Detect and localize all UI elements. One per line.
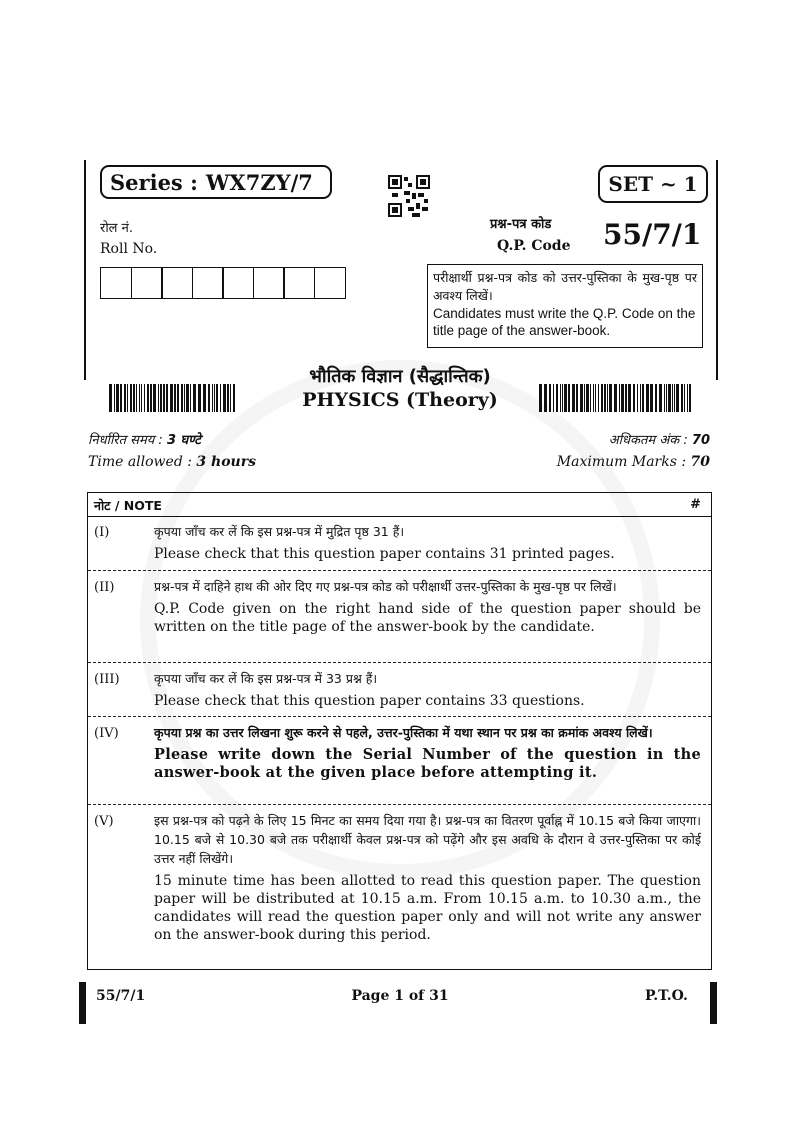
barcode-bar xyxy=(598,384,599,412)
barcode-bar xyxy=(150,384,152,412)
barcode-bar xyxy=(170,384,173,412)
right-margin-mark xyxy=(716,160,718,380)
barcode-bar xyxy=(544,384,547,412)
barcode-bar xyxy=(136,384,137,412)
barcode-bar xyxy=(133,384,135,412)
time-allowed-en xyxy=(88,454,256,470)
barcode-bar xyxy=(141,384,142,412)
qp-code-value: 55/7/1 xyxy=(603,218,702,251)
note-number: (II) xyxy=(94,580,115,595)
barcode-bar xyxy=(601,384,603,412)
barcode-bar xyxy=(212,384,213,412)
barcode-bar xyxy=(625,384,627,412)
barcode-bar xyxy=(621,384,624,412)
roll-number-boxes[interactable] xyxy=(100,267,344,299)
note-text-hi: प्रश्न-पत्र में दाहिने हाथ की ओर दिए गए प्रश्न-पत्र कोड को परीक्षार्थी उत्तर-पुस्तिका के मुख-पृष्ठ पर लिखें। xyxy=(154,579,617,594)
barcode-right xyxy=(539,384,692,412)
barcode-bar xyxy=(674,384,675,412)
barcode-bar xyxy=(147,384,149,412)
qr-code-icon xyxy=(388,175,430,217)
barcode-bar xyxy=(614,384,617,412)
barcode-bar xyxy=(184,384,185,412)
marks-hi-value: 70 xyxy=(691,433,710,448)
barcode-bar xyxy=(580,384,583,412)
barcode-bar xyxy=(214,384,215,412)
series-value: WX7ZY/7 xyxy=(205,169,313,195)
barcode-bar xyxy=(181,384,183,412)
barcode-bar xyxy=(203,384,206,412)
barcode-bar xyxy=(590,384,591,412)
barcode-bar xyxy=(216,384,218,412)
barcode-bar xyxy=(562,384,563,412)
footer-pto: P.T.O. xyxy=(645,988,688,1004)
barcode-left xyxy=(109,384,237,412)
barcode-bar xyxy=(664,384,665,412)
roll-digit-box[interactable] xyxy=(283,267,315,299)
roll-digit-box[interactable] xyxy=(100,267,132,299)
barcode-bar xyxy=(560,384,561,412)
barcode-bar xyxy=(223,384,226,412)
barcode-bar xyxy=(595,384,596,412)
barcode-bar xyxy=(646,384,649,412)
barcode-bar xyxy=(549,384,551,412)
max-marks-en xyxy=(557,454,710,470)
barcode-bar xyxy=(227,384,229,412)
note-text-en: Please check that this question paper contains 33 questions. xyxy=(154,693,585,709)
roll-digit-box[interactable] xyxy=(253,267,285,299)
barcode-bar xyxy=(114,384,115,412)
note-item xyxy=(88,570,711,662)
barcode-bar xyxy=(130,384,132,412)
qp-code-label-hi: प्रश्न-पत्र कोड xyxy=(490,217,552,232)
time-hi-label: निर्धारित समय : xyxy=(88,433,163,448)
note-text-hi: कृपया जाँच कर लें कि इस प्रश्न-पत्र में मुद्रित पृष्ठ 31 हैं। xyxy=(154,524,405,539)
barcode-bar xyxy=(640,384,641,412)
barcode-bar xyxy=(120,384,122,412)
max-marks-hi xyxy=(609,430,710,448)
barcode-bar xyxy=(139,384,140,412)
note-number: (I) xyxy=(94,525,110,540)
note-item xyxy=(88,804,711,969)
note-text-hi: इस प्रश्न-पत्र को पढ़ने के लिए 15 मिनट का समय दिया गया है। प्रश्न-पत्र का वितरण पूर्वाह्न में 10.15 बजे किया जाएगा। 10.15 बजे से 10.30 बजे तक परीक्षार्थी केवल प्रश्न-पत्र को पढ़ेंगे और इस अवधि के दौरान वे उत्तर-पुस्तिका पर कोई उत्तर नहीं लिखेंगे। xyxy=(154,813,701,866)
note-item xyxy=(88,516,711,570)
series-box xyxy=(100,165,332,199)
barcode-bar xyxy=(124,384,126,412)
barcode-bar xyxy=(676,384,679,412)
barcode-bar xyxy=(668,384,671,412)
barcode-bar xyxy=(659,384,662,412)
candidate-note-en: Candidates must write the Q.P. Code on the title page of the answer-book. xyxy=(433,306,696,338)
note-text-en: Q.P. Code given on the right hand side of the question paper should be written on the title page of the answer-book by the candidate. xyxy=(154,601,701,635)
notes-hash: # xyxy=(690,497,701,512)
barcode-bar xyxy=(642,384,644,412)
barcode-bar xyxy=(153,384,156,412)
subject-title-en: PHYSICS (Theory) xyxy=(302,389,498,411)
note-text-en: Please check that this question paper contains 31 printed pages. xyxy=(154,546,615,562)
roll-digit-box[interactable] xyxy=(192,267,224,299)
subject-title-hi: भौतिक विज्ञान (सैद्धान्तिक) xyxy=(309,366,491,387)
note-text-en: 15 minute time has been allotted to read this question paper. The question paper will be distributed at 10.15 a.m. From 10.15 a.m. to 10.30 a.m., the candidates will read the question paper only and will not write any answer on the answer-book during this period. xyxy=(154,873,701,943)
note-item xyxy=(88,662,711,716)
notes-heading: नोट / NOTE xyxy=(94,498,162,513)
barcode-bar xyxy=(650,384,653,412)
barcode-bar xyxy=(607,384,608,412)
note-number: (V) xyxy=(94,814,114,829)
barcode-bar xyxy=(160,384,162,412)
barcode-bar xyxy=(604,384,606,412)
note-number: (III) xyxy=(94,672,120,687)
barcode-bar xyxy=(689,384,691,412)
barcode-bar xyxy=(539,384,542,412)
barcode-bar xyxy=(198,384,201,412)
roll-digit-box[interactable] xyxy=(314,267,346,299)
notes-header xyxy=(88,493,711,517)
footer-page: Page 1 of 31 xyxy=(351,988,449,1004)
barcode-bar xyxy=(681,384,683,412)
left-margin-mark xyxy=(84,160,86,380)
barcode-bar xyxy=(127,384,128,412)
barcode-bar xyxy=(158,384,159,412)
roll-label-en: Roll No. xyxy=(100,241,158,257)
barcode-bar xyxy=(584,384,585,412)
qp-code-label-en: Q.P. Code xyxy=(497,238,571,254)
barcode-bar xyxy=(166,384,168,412)
note-number: (IV) xyxy=(94,726,119,741)
barcode-bar xyxy=(144,384,145,412)
roll-label-hi: रोल नं. xyxy=(100,221,133,236)
barcode-bar xyxy=(666,384,667,412)
barcode-bar xyxy=(208,384,210,412)
barcode-bar xyxy=(684,384,685,412)
barcode-bar xyxy=(576,384,578,412)
barcode-bar xyxy=(220,384,221,412)
barcode-bar xyxy=(637,384,638,412)
barcode-bar xyxy=(186,384,189,412)
barcode-bar xyxy=(586,384,589,412)
barcode-bar xyxy=(190,384,191,412)
barcode-bar xyxy=(177,384,179,412)
notes-box xyxy=(87,492,712,970)
barcode-bar xyxy=(556,384,558,412)
barcode-bar xyxy=(687,384,688,412)
time-en-value: 3 hours xyxy=(196,454,256,470)
roll-digit-box[interactable] xyxy=(131,267,163,299)
roll-digit-box[interactable] xyxy=(222,267,254,299)
time-en-label: Time allowed : xyxy=(88,454,192,470)
barcode-bar xyxy=(193,384,196,412)
marks-hi-label: अधिकतम अंक : xyxy=(608,433,688,448)
note-item xyxy=(88,716,711,804)
barcode-bar xyxy=(174,384,176,412)
barcode-bar xyxy=(572,384,575,412)
barcode-bar xyxy=(593,384,594,412)
barcode-bar xyxy=(672,384,673,412)
candidate-instruction-box xyxy=(427,264,703,348)
series-label: Series : xyxy=(110,169,198,195)
barcode-bar xyxy=(633,384,635,412)
note-text-en: Please write down the Serial Number of the question in the answer-book at the given place before attempting it. xyxy=(154,746,701,781)
set-box: SET ~ 1 xyxy=(598,165,708,203)
marks-en-label: Maximum Marks : xyxy=(556,454,687,470)
footer-code: 55/7/1 xyxy=(96,988,146,1004)
barcode-bar xyxy=(230,384,231,412)
barcode-bar xyxy=(109,384,112,412)
note-text-hi: कृपया प्रश्न का उत्तर लिखना शुरू करने से पहले, उत्तर-पुस्तिका में यथा स्थान पर प्रश्न का क्रमांक अवश्य लिखें। xyxy=(154,725,653,740)
time-hi-value: 3 घण्टे xyxy=(166,433,201,448)
barcode-bar xyxy=(116,384,119,412)
barcode-bar xyxy=(628,384,631,412)
note-text-hi: कृपया जाँच कर लें कि इस प्रश्न-पत्र में 33 प्रश्न हैं। xyxy=(154,671,378,686)
barcode-bar xyxy=(564,384,567,412)
barcode-bar xyxy=(233,384,235,412)
barcode-bar xyxy=(619,384,620,412)
barcode-bar xyxy=(609,384,612,412)
barcode-bar xyxy=(163,384,166,412)
barcode-bar xyxy=(553,384,554,412)
candidate-note-hi: परीक्षार्थी प्रश्न-पत्र कोड को उत्तर-पुस्तिका के मुख-पृष्ठ पर अवश्य लिखें। xyxy=(433,270,697,303)
barcode-bar xyxy=(568,384,570,412)
barcode-bar xyxy=(655,384,657,412)
roll-digit-box[interactable] xyxy=(161,267,193,299)
marks-en-value: 70 xyxy=(690,454,710,470)
time-allowed-hi xyxy=(88,430,201,448)
